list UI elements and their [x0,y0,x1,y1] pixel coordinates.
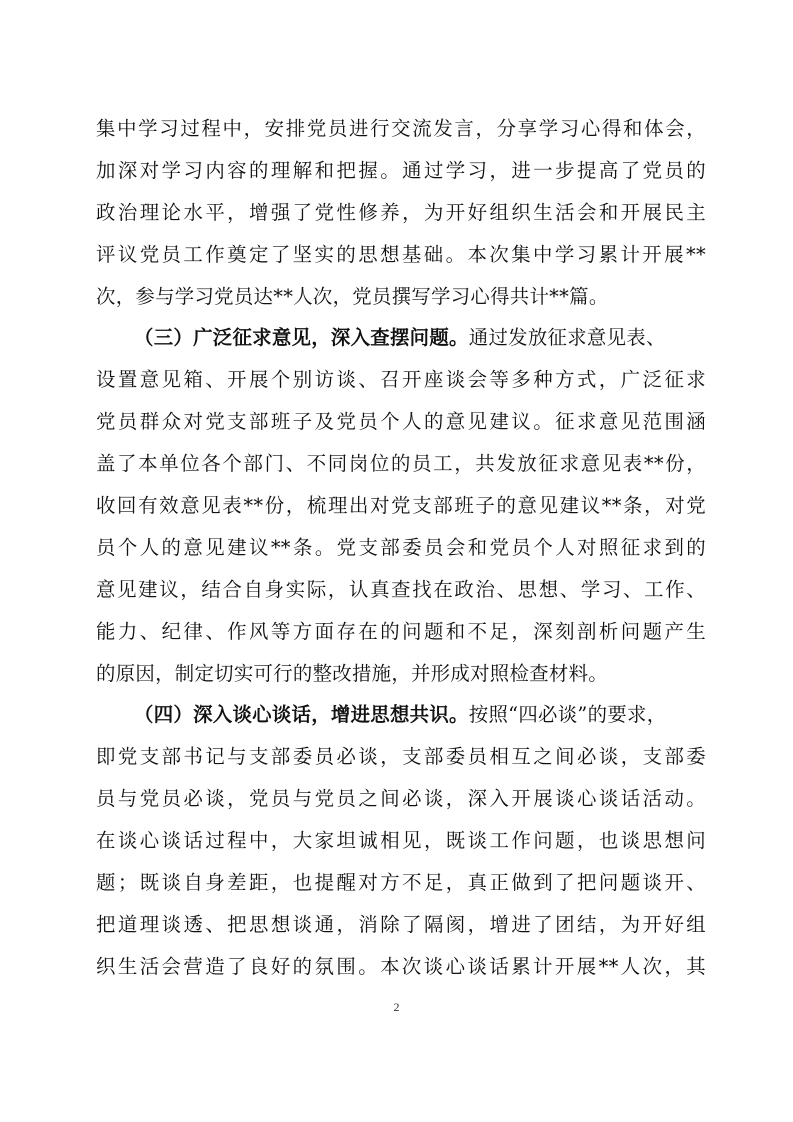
text-line: 织生活会营造了良好的氛围。本次谈心谈话累计开展**人次，其 [96,954,706,978]
text-line [96,694,706,736]
document-body [96,108,706,988]
text-line [96,317,706,359]
section-heading-four: （四）深入谈心谈话，增进思想共识。 [134,703,469,727]
text-span: 按照“四必谈”的要求， [468,703,667,727]
text-line: 员与党员必谈，党员与党员之间必谈，深入开展谈心谈话活动。 [96,787,706,811]
text-span: 通过发放征求意见表、 [468,326,666,350]
text-line: 加深对学习内容的理解和把握。通过学习，进一步提高了党员的 [96,158,706,182]
text-line: 的原因，制定切实可行的整改措施，并形成对照检查材料。 [96,661,608,685]
text-line: 次，参与学习党员达**人次，党员撰写学习心得共计**篇。 [96,284,609,308]
text-line: 政治理论水平，增强了党性修养，为开好组织生活会和开展民主 [96,200,706,224]
text-line: 设置意见箱、开展个别访谈、召开座谈会等多种方式，广泛征求 [96,368,706,392]
paragraph-heart-to-heart-talks [96,694,706,987]
text-line: 员个人的意见建议**条。党支部委员会和党员个人对照征求到的 [96,535,706,559]
text-line: 盖了本单位各个部门、不同岗位的员工，共发放征求意见表**份， [96,452,706,476]
text-line: 评议党员工作奠定了坚实的思想基础。本次集中学习累计开展** [96,242,706,266]
paragraph-study-summary [96,108,706,317]
text-line: 党员群众对党支部班子及党员个人的意见建议。征求意见范围涵 [96,410,706,434]
page-number: 2 [393,1000,400,1014]
section-heading-three: （三）广泛征求意见，深入查摆问题。 [134,326,469,350]
paragraph-solicit-opinions [96,317,706,694]
text-line: 题；既谈自身差距，也提醒对方不足，真正做到了把问题谈开、 [96,871,706,895]
text-line: 集中学习过程中，安排党员进行交流发言，分享学习心得和体会， [96,117,706,140]
text-line: 能力、纪律、作风等方面存在的问题和不足，深刻剖析问题产生 [96,619,706,643]
text-line: 收回有效意见表**份，梳理出对党支部班子的意见建议**条，对党 [96,494,706,518]
text-line: 即党支部书记与支部委员必谈，支部委员相互之间必谈，支部委 [96,745,706,769]
text-line: 意见建议，结合自身实际，认真查找在政治、思想、学习、工作、 [96,577,706,601]
text-line: 在谈心谈话过程中，大家坦诚相见，既谈工作问题，也谈思想问 [96,829,706,853]
text-line: 把道理谈透、把思想谈通，消除了隔阂，增进了团结，为开好组 [96,912,706,936]
